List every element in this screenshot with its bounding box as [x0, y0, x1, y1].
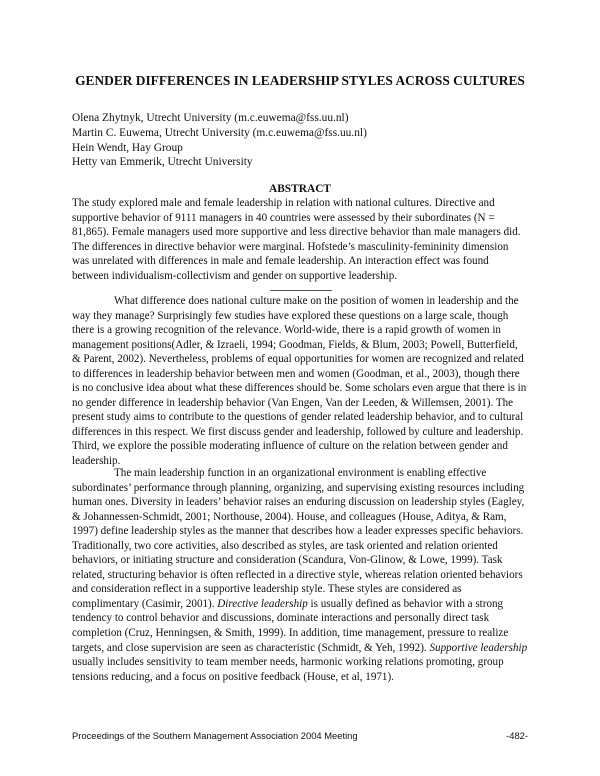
- author-list: [72, 111, 532, 170]
- page-number: -482-: [506, 730, 528, 741]
- term-directive-leadership: Directive leadership: [217, 597, 308, 610]
- section-divider: [270, 290, 332, 291]
- abstract-text: The study explored male and female leadership in relation with national cultures. Directive and supportive behavior of 9111 managers in 40 countries were assessed by their subordinates (N = 81,865). Female managers used more supportive and less directive behavior than male managers did. The differences in directive behavior were marginal. Hofstede’s masculinity-femininity dimension was unrelated with differences in male and female leadership. An interaction effect was found between individualism-collectivism and gender on supportive leadership.: [72, 197, 521, 282]
- author-line: Hetty van Emmerik, Utrecht University: [72, 156, 253, 169]
- author-line: Olena Zhytnyk, Utrecht University (m.c.euwema@fss.uu.nl): [72, 112, 349, 124]
- paragraph-text: is usually defined as behavior with a strong tendency to control behavior and discussions, dominate interactions and personally direct task completion (Cruz, Henningsen, & Smith, 1999). In addition, time management, pressure to realize targets, and close supervision are seen as characteristic (Schmidt, & Yeh, 1992).: [72, 597, 509, 654]
- body-paragraph-2: [72, 466, 528, 684]
- term-supportive-leadership: Supportive leadership: [429, 641, 528, 654]
- paragraph-text: The main leadership function in an organizational environment is enabling effective subordinates’ performance through planning, organizing, and supervising existing resources including human ones. Diversity in leaders’ behavior raises an enduring discussion on leadership styles (Eagley, & Johannessen-Schmidt, 2001; Northouse, 2004). House, and colleagues (House, Aditya, & Ram, 1997) define leadership styles as the manner that describes how a leader expresses specific behaviors. Traditionally, two core activities, also described as styles, are task oriented and relation oriented behaviors, or initiating structure and consideration (Scandura, Von-Glinow, & Lowe, 1999). Task related, structuring behavior is often reflected in a directive style, whereas relation oriented behaviors and consideration reflect in a supportive leadership style. These styles are considered as complimentary (Casimir, 2001).: [72, 467, 525, 610]
- paper-title: GENDER DIFFERENCES IN LEADERSHIP STYLES ACROSS CULTURES: [75, 73, 525, 88]
- abstract-heading: ABSTRACT: [268, 183, 332, 195]
- proceedings-label: Proceedings of the Southern Management Association 2004 Meeting: [72, 730, 358, 741]
- page-footer: [72, 730, 528, 744]
- paragraph-text: usually includes sensitivity to team member needs, harmonic working relations promoting, group tensions reducing, and a focus on positive feedback (House, et al, 1971).: [72, 656, 504, 683]
- body-paragraph-1: What difference does national culture make on the position of women in leadership and the way they manage? Surprisingly few studies have explored these questions on a large scale, though there is a growing recognition of the relevance. World-wide, there is a rapid growth of women in management positions(Adler, & Izraeli, 1994; Goodman, Fields, & Blum, 2003; Powell, Butterfield, & Parent, 2002). Nevertheless, problems of equal opportunities for women are recognized and related to differences in leadership behavior between men and women (Goodman, et al., 2003), though there is no conclusive idea about what these differences should be. Some scholars even argue that there is in no gender difference in leadership behavior (Van Engen, Van der Leeden, & Willemsen, 2001). The present study aims to contribute to the questions of gender related leadership behavior, and to cultural differences in this respect. We first discuss gender and leadership, followed by culture and leadership. Third, we explore the possible moderating influence of culture on the relation between gender and leadership.: [72, 295, 527, 468]
- author-line: Hein Wendt, Hay Group: [72, 141, 183, 154]
- author-line: Martin C. Euwema, Utrecht University (m.c.euwema@fss.uu.nl): [72, 126, 367, 139]
